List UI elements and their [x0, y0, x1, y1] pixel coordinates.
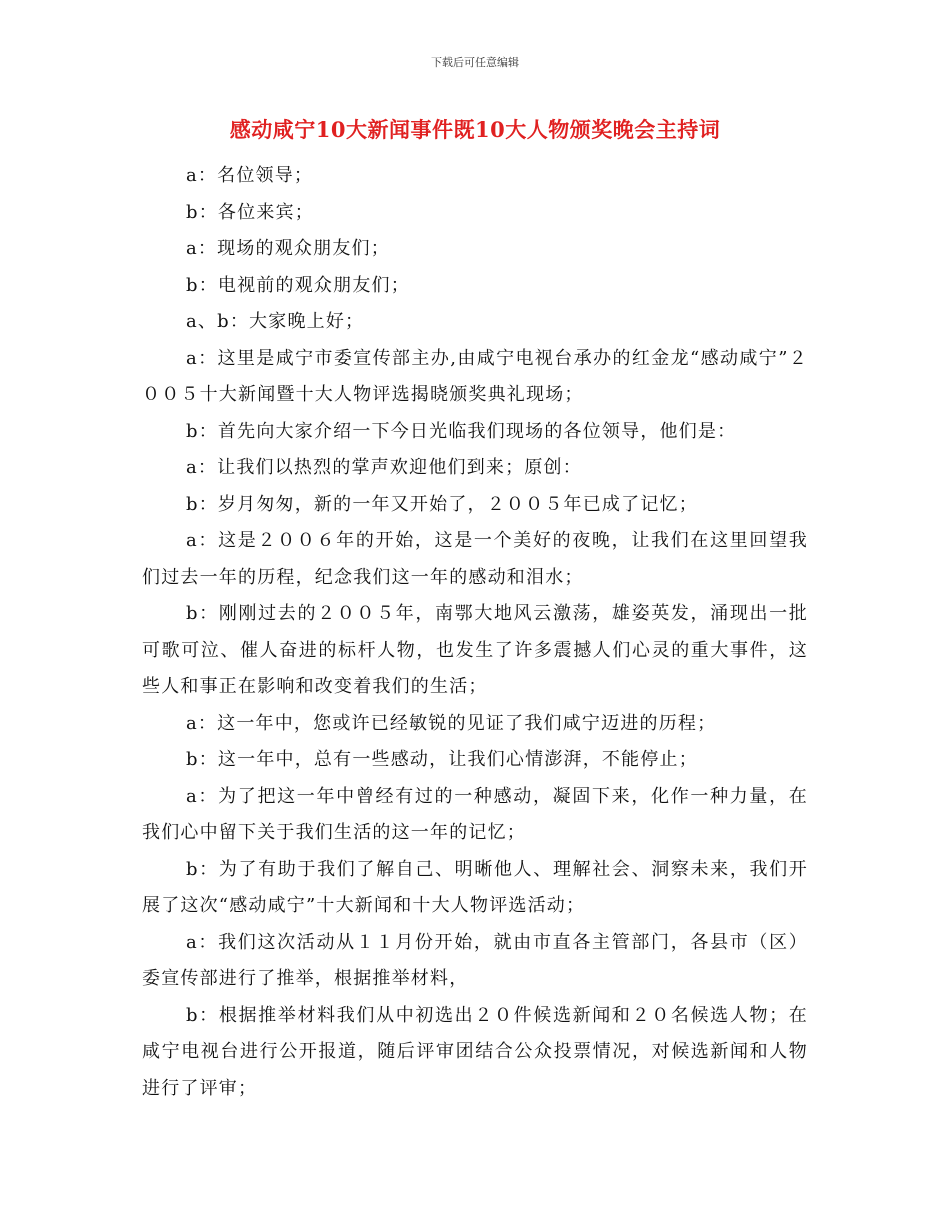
paragraph: a：我们这次活动从１１月份开始，就由市直各主管部门，各县市（区）委宣传部进行了推举，根据推举材料，	[142, 931, 808, 989]
paragraph: a：这是２００６年的开始，这是一个美好的夜晚，让我们在这里回望我们过去一年的历程，纪念我们这一年的感动和泪水；	[142, 530, 808, 588]
paragraph: b：岁月匆匆，新的一年又开始了，２００５年已成了记忆；	[186, 493, 698, 515]
page-header-note: 下载后可任意编辑	[431, 56, 519, 69]
paragraph: a：这里是咸宁市委宣传部主办,由咸宁电视台承办的红金龙“感动咸宁”２００５十大新闻暨十大人物评选揭晓颁奖典礼现场；	[142, 347, 808, 405]
paragraph: b：电视前的观众朋友们；	[186, 274, 410, 296]
paragraph: b：根据推举材料我们从中初选出２０件候选新闻和２０名候选人物；在咸宁电视台进行公开报道，随后评审团结合公众投票情况，对候选新闻和人物进行了评审；	[142, 1004, 808, 1099]
paragraph: a：让我们以热烈的掌声欢迎他们到来；原创：	[186, 457, 582, 478]
paragraph: a：名位领导；	[186, 165, 314, 186]
paragraph: b：这一年中，总有一些感动，让我们心情澎湃，不能停止；	[186, 749, 698, 770]
paragraph: a：这一年中，您或许已经敏锐的见证了我们咸宁迈进的历程；	[186, 712, 717, 734]
paragraph: b：为了有助于我们了解自己、明晰他人、理解社会、洞察未来，我们开展了这次“感动咸宁”十大新闻和十大人物评选活动；	[142, 858, 808, 916]
paragraph: b：各位来宾；	[186, 201, 314, 223]
paragraph: a：为了把这一年中曾经有过的一种感动，凝固下来，化作一种力量，在我们心中留下关于我们生活的这一年的记忆；	[142, 785, 808, 843]
document-title: 感动咸宁10大新闻事件既10大人物颁奖晚会主持词	[229, 117, 721, 142]
document-body	[142, 158, 808, 1107]
paragraph: b：首先向大家介绍一下今日光临我们现场的各位领导，他们是：	[186, 420, 737, 442]
paragraph: b：刚刚过去的２００５年，南鄂大地风云激荡，雄姿英发，涌现出一批可歌可泣、催人奋进的标杆人物，也发生了许多震撼人们心灵的重大事件，这些人和事正在影响和改变着我们的生活；	[142, 603, 808, 697]
paragraph: a：现场的观众朋友们；	[186, 238, 390, 259]
paragraph: a、b：大家晚上好；	[186, 311, 365, 332]
